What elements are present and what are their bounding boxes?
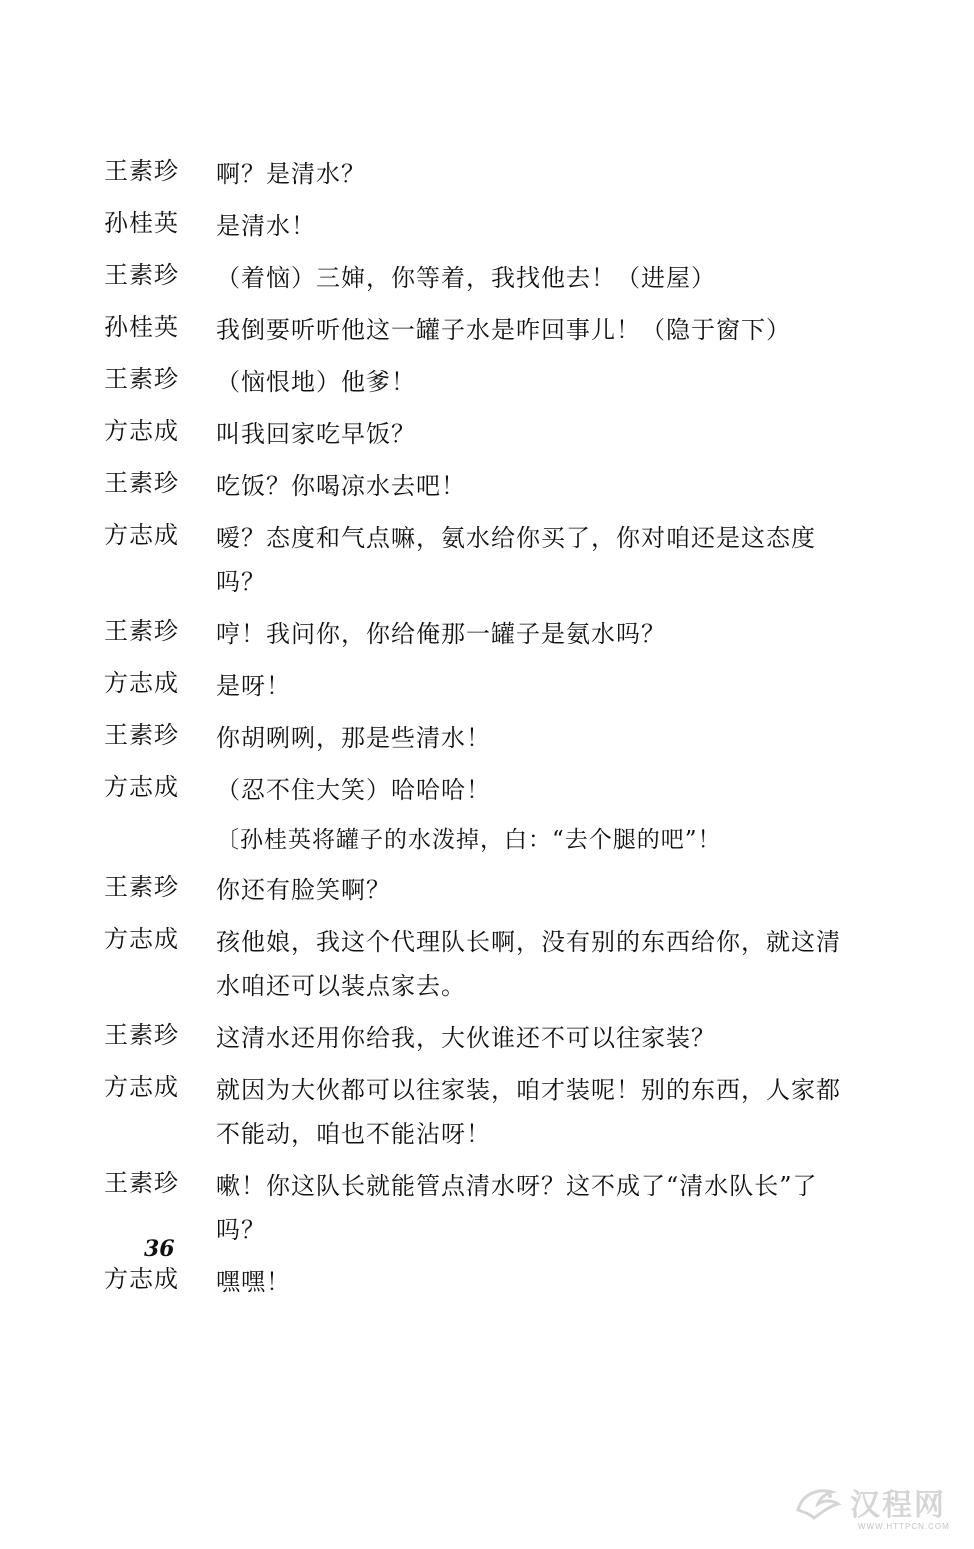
speaker-name: 孙桂英	[104, 313, 179, 341]
dialogue-line	[104, 360, 864, 404]
dialogue-line	[104, 920, 864, 1008]
dialogue-text: 我倒要听听他这一罐子水是咋回事儿！（隐于窗下）	[216, 316, 791, 344]
dialogue-line	[104, 516, 864, 604]
dialogue-line	[104, 412, 864, 456]
watermark-url: WWW.HTTPCN.COM	[858, 1522, 950, 1531]
dialogue-text: 叫我回家吃早饭？	[216, 420, 416, 448]
speaker-name: 王素珍	[104, 873, 179, 901]
dialogue-line	[104, 204, 864, 248]
speaker-name: 王素珍	[104, 721, 179, 749]
dialogue-text: 孩他娘，我这个代理队长啊，没有别的东西给你，就这清水咱还可以装点家去。	[216, 928, 841, 1000]
speaker-name: 王素珍	[104, 469, 179, 497]
dialogue-line	[104, 1164, 864, 1252]
dialogue-line	[104, 1068, 864, 1156]
dialogue-text: 嗳？态度和气点嘛，氨水给你买了，你对咱还是这态度吗？	[216, 524, 816, 596]
speaker-name: 王素珍	[104, 157, 179, 185]
dialogue-line	[104, 612, 864, 656]
speaker-name: 方志成	[104, 1073, 179, 1101]
dialogue-text: 这清水还用你给我，大伙谁还不可以往家装？	[216, 1024, 716, 1052]
stage-direction: 〔孙桂英将罐子的水泼掉，白：“去个腿的吧”！	[216, 827, 722, 853]
speaker-name: 方志成	[104, 669, 179, 697]
dialogue-line	[104, 256, 864, 300]
speaker-name: 王素珍	[104, 1169, 179, 1197]
dialogue-text: 吃饭？你喝凉水去吧！	[216, 472, 466, 500]
dialogue-line	[104, 1260, 864, 1304]
speaker-name: 方志成	[104, 925, 179, 953]
dialogue-text: 是呀！	[216, 672, 291, 700]
watermark-text: 汉程网	[850, 1489, 946, 1522]
speaker-name: 王素珍	[104, 617, 179, 645]
dialogue-line	[104, 716, 864, 760]
dialogue-text: 哼！我问你，你给俺那一罐子是氨水吗？	[216, 620, 666, 648]
watermark	[792, 1480, 946, 1524]
dialogue-line	[104, 464, 864, 508]
speaker-name: 王素珍	[104, 365, 179, 393]
dialogue-line	[104, 1016, 864, 1060]
dialogue-block-2	[104, 868, 864, 1304]
speaker-name: 方志成	[104, 521, 179, 549]
speaker-name: 王素珍	[104, 261, 179, 289]
play-script	[104, 152, 864, 1312]
dialogue-line	[104, 768, 864, 812]
dialogue-text: （忍不住大笑）哈哈哈！	[216, 776, 491, 804]
speaker-name: 方志成	[104, 773, 179, 801]
dialogue-line	[104, 308, 864, 352]
dialogue-text: 你还有脸笑啊？	[216, 876, 391, 904]
dialogue-text: （恼恨地）他爹！	[216, 368, 416, 396]
speaker-name: 王素珍	[104, 1021, 179, 1049]
dialogue-text: 啊？是清水？	[216, 160, 366, 188]
speaker-name: 方志成	[104, 417, 179, 445]
dialogue-line	[104, 152, 864, 196]
dialogue-text: （着恼）三婶，你等着，我找他去！（进屋）	[216, 264, 716, 292]
dialogue-text: 是清水！	[216, 212, 316, 240]
dialogue-block-1	[104, 152, 864, 812]
dragon-logo-icon	[792, 1480, 844, 1524]
speaker-name: 方志成	[104, 1265, 179, 1293]
dialogue-text: 嗽！你这队长就能管点清水呀？这不成了“清水队长”了吗？	[216, 1172, 818, 1244]
dialogue-line	[104, 664, 864, 708]
speaker-name: 孙桂英	[104, 209, 179, 237]
dialogue-text: 嘿嘿！	[216, 1268, 291, 1296]
dialogue-line	[104, 868, 864, 912]
dialogue-text: 你胡咧咧，那是些清水！	[216, 724, 491, 752]
page-number: 36	[144, 1236, 175, 1262]
dialogue-text: 就因为大伙都可以往家装，咱才装呢！别的东西，人家都不能动，咱也不能沾呀！	[216, 1076, 841, 1148]
